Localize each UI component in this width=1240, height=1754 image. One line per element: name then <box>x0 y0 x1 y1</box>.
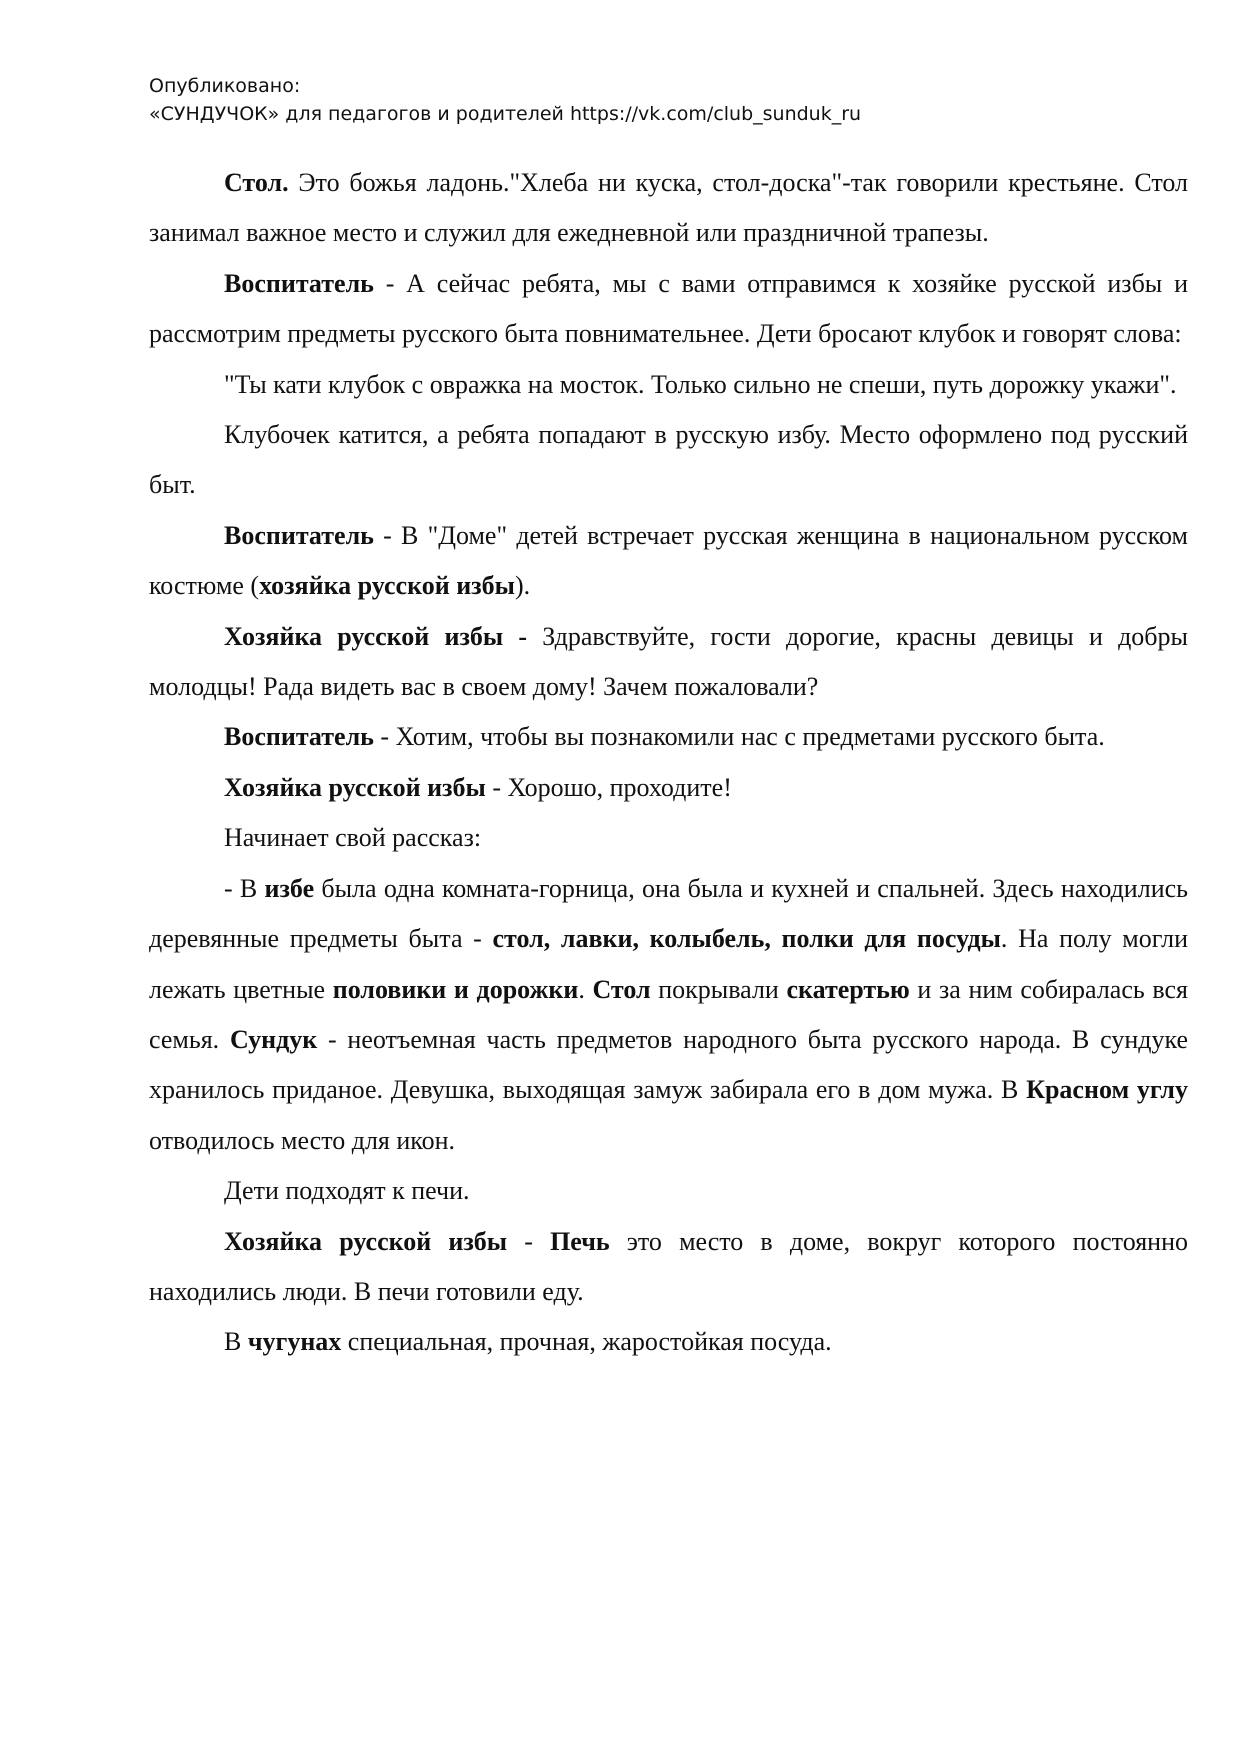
paragraph <box>149 864 1188 1166</box>
bold-term: Воспитатель <box>224 268 374 298</box>
text-segment: и за ним собиралась вся семья. <box>149 974 1188 1054</box>
header-source-line: «СУНДУЧОК» для педагогов и родителей https://vk.com/club_sunduk_ru <box>149 103 862 125</box>
text-segment: отводилось место для икон. <box>149 1125 456 1155</box>
paragraph <box>149 259 1188 360</box>
bold-term: избе <box>264 873 315 903</box>
text-segment: покрывали <box>650 974 787 1004</box>
paragraph <box>149 813 1188 863</box>
bold-term: чугунах <box>247 1327 342 1357</box>
text-segment: . На полу могли лежать цветные <box>149 924 1188 1004</box>
paragraph <box>149 360 1188 410</box>
paragraph <box>149 511 1188 612</box>
bold-term: Хозяйка русской избы <box>224 772 486 802</box>
bold-term: Печь <box>550 1226 610 1256</box>
paragraph <box>149 763 1188 813</box>
bold-term: Красном углу <box>1026 1075 1188 1105</box>
text-segment: специальная, прочная, жаростойкая посуда. <box>341 1327 832 1357</box>
paragraph <box>149 712 1188 762</box>
text-segment: . <box>578 974 593 1004</box>
text-segment: была одна комната-горница, она была и кухней и спальней. Здесь находились деревянные предметы быта - <box>149 873 1188 954</box>
text-segment: - <box>507 1226 551 1256</box>
bold-term: Воспитатель <box>224 722 374 752</box>
text-segment: Начинает свой рассказ: <box>224 823 482 853</box>
document-body <box>149 158 1188 1368</box>
text-segment: ). <box>514 571 531 601</box>
publication-header <box>149 72 1149 128</box>
text-segment: - В "Доме" детей встречает русская женщина в национальном русском костюме ( <box>149 520 1188 601</box>
paragraph <box>149 1166 1188 1216</box>
bold-term: половики и дорожки <box>332 974 579 1004</box>
text-segment: Клубочек катится, а ребята попадают в русскую избу. Место оформлено под русский быт. <box>149 420 1188 500</box>
bold-term: хозяйка русской избы <box>259 571 515 601</box>
paragraph <box>149 1317 1188 1367</box>
bold-term: стол, лавки, колыбель, полки для посуды <box>492 924 1001 954</box>
bold-term: Хозяйка русской избы - <box>224 621 528 651</box>
text-segment: - В <box>224 873 265 903</box>
text-segment: - А сейчас ребята, мы с вами отправимся к хозяйке русской избы и рассмотрим предметы русского быта повнимательнее. Дети бросают клубок и говорят слова: <box>149 268 1188 349</box>
text-segment: - Хотим, чтобы вы познакомили нас с предметами русского быта. <box>373 722 1105 752</box>
bold-term: Стол <box>592 974 651 1004</box>
bold-term: Воспитатель <box>224 520 374 550</box>
text-segment: это место в доме, вокруг которого постоянно находились люди. В печи готовили еду. <box>149 1226 1188 1306</box>
header-published-label: Опубликовано: <box>149 75 301 97</box>
bold-term: скатертью <box>786 974 910 1004</box>
text-segment: - неотъемная часть предметов народного быта русского народа. В сундуке хранилось приданое. Девушка, выходящая замуж забирала его в дом мужа. В <box>149 1024 1189 1105</box>
bold-term: Стол. <box>224 168 289 197</box>
bold-term: Хозяйка русской избы <box>224 1226 508 1256</box>
text-segment: "Ты кати клубок с овражка на мосток. Только сильно не спеши, путь дорожку укажи". <box>224 369 1177 399</box>
paragraph <box>149 612 1188 713</box>
text-segment: В <box>224 1327 248 1357</box>
text-segment: Здравствуйте, гости дорогие, красны девицы и добры молодцы! Рада видеть вас в своем дому! Зачем пожаловали? <box>149 621 1188 702</box>
paragraph <box>149 1217 1188 1318</box>
bold-term: Сундук <box>229 1024 318 1054</box>
text-segment: Дети подходят к печи. <box>224 1176 470 1206</box>
paragraph <box>149 158 1188 259</box>
text-segment: - Хорошо, проходите! <box>485 772 732 802</box>
paragraph <box>149 410 1188 511</box>
text-segment: Это божья ладонь."Хлеба ни куска, стол-доска"-так говорили крестьяне. Стол занимал важное место и служил для ежедневной или праздничной трапезы. <box>149 168 1188 248</box>
